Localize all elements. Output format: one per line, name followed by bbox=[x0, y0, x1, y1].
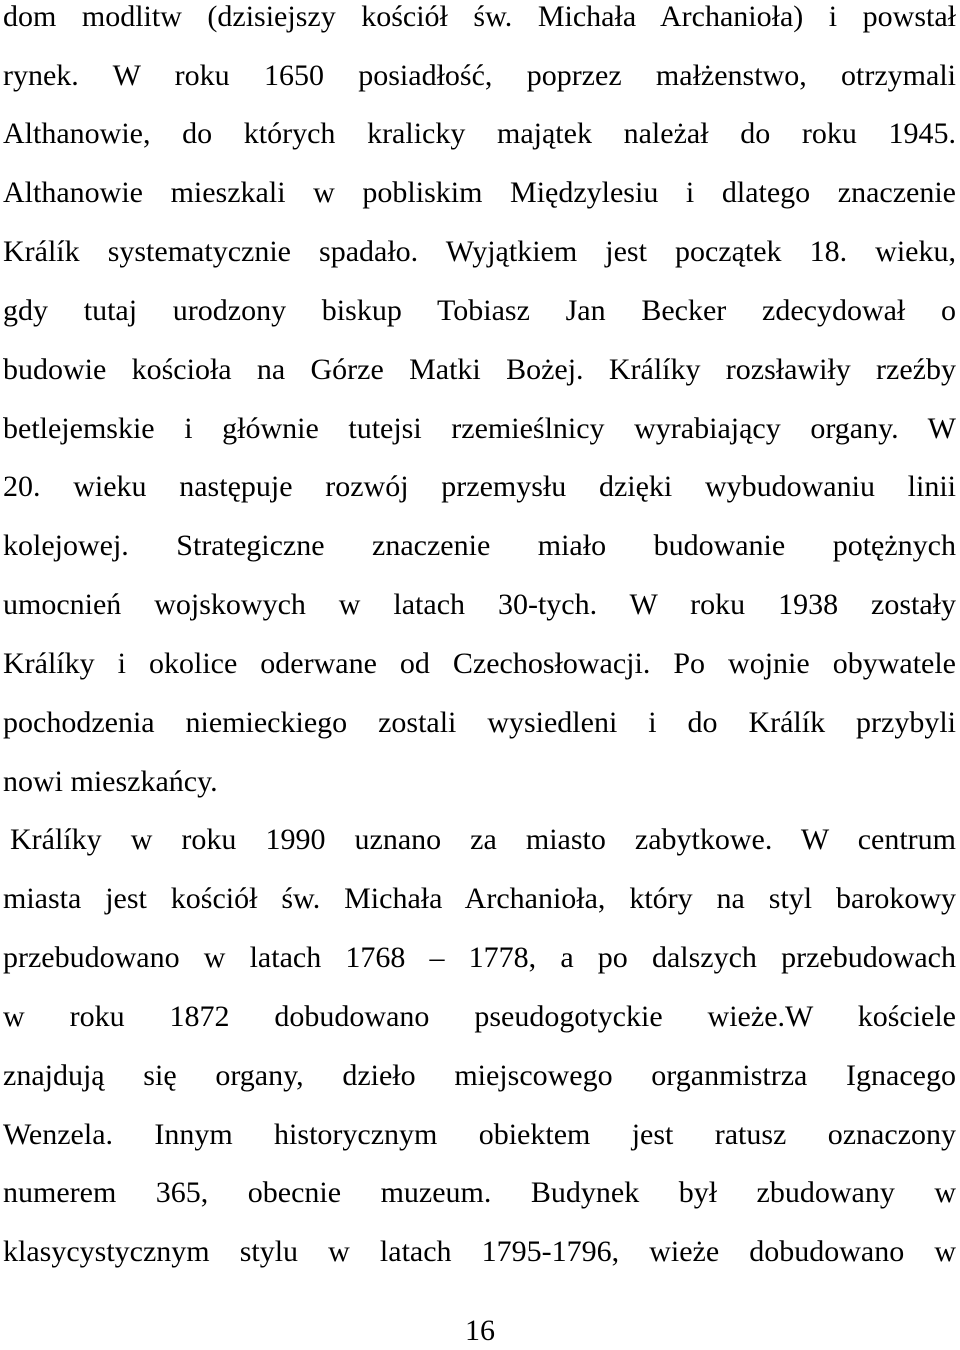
text-line: Althanowie mieszkali w pobliskim Międzylesiu i dlatego znaczenie bbox=[3, 176, 956, 209]
text-line: 20. wieku następuje rozwój przemysłu dzięki wybudowaniu linii bbox=[3, 470, 956, 503]
text-line: gdy tutaj urodzony biskup Tobiasz Jan Becker zdecydował o bbox=[3, 294, 956, 327]
paragraph-start-line: Králíky w roku 1990 uznano za miasto zabytkowe. W centrum bbox=[10, 823, 956, 856]
paragraph-end-line: nowi mieszkańcy. bbox=[3, 765, 218, 798]
text-line: przebudowano w latach 1768 – 1778, a po dalszych przebudowach bbox=[3, 941, 956, 974]
text-line: klasycystycznym stylu w latach 1795-1796, wieże dobudowano w bbox=[3, 1235, 956, 1268]
text-line: miasta jest kościół św. Michała Archanioła, który na styl barokowy bbox=[3, 882, 956, 915]
text-line: Králíky i okolice oderwane od Czechosłowacji. Po wojnie obywatele bbox=[3, 647, 956, 680]
text-line: w roku 1872 dobudowano pseudogotyckie wieże.W kościele bbox=[3, 1000, 956, 1033]
text-line: Althanowie, do których kralicky majątek należał do roku 1945. bbox=[3, 117, 956, 150]
page-number: 16 bbox=[465, 1314, 495, 1347]
text-line: rynek. W roku 1650 posiadłość, poprzez małżenstwo, otrzymali bbox=[3, 59, 956, 92]
text-line: Wenzela. Innym historycznym obiektem jest ratusz oznaczony bbox=[3, 1118, 956, 1151]
text-line: dom modlitw (dzisiejszy kościół św. Michała Archanioła) i powstał bbox=[3, 0, 956, 33]
text-line: numerem 365, obecnie muzeum. Budynek był zbudowany w bbox=[3, 1176, 956, 1209]
text-line: Králík systematycznie spadało. Wyjątkiem jest początek 18. wieku, bbox=[3, 235, 956, 268]
text-line: umocnień wojskowych w latach 30-tych. W roku 1938 zostały bbox=[3, 588, 956, 621]
text-line: kolejowej. Strategiczne znaczenie miało budowanie potężnych bbox=[3, 529, 956, 562]
text-line: znajdują się organy, dzieło miejscowego organmistrza Ignacego bbox=[3, 1059, 956, 1092]
text-line: budowie kościoła na Górze Matki Bożej. Králíky rozsławiły rzeźby bbox=[3, 353, 956, 386]
text-line: pochodzenia niemieckiego zostali wysiedleni i do Králík przybyli bbox=[3, 706, 956, 739]
text-line: betlejemskie i głównie tutejsi rzemieślnicy wyrabiający organy. W bbox=[3, 412, 956, 445]
